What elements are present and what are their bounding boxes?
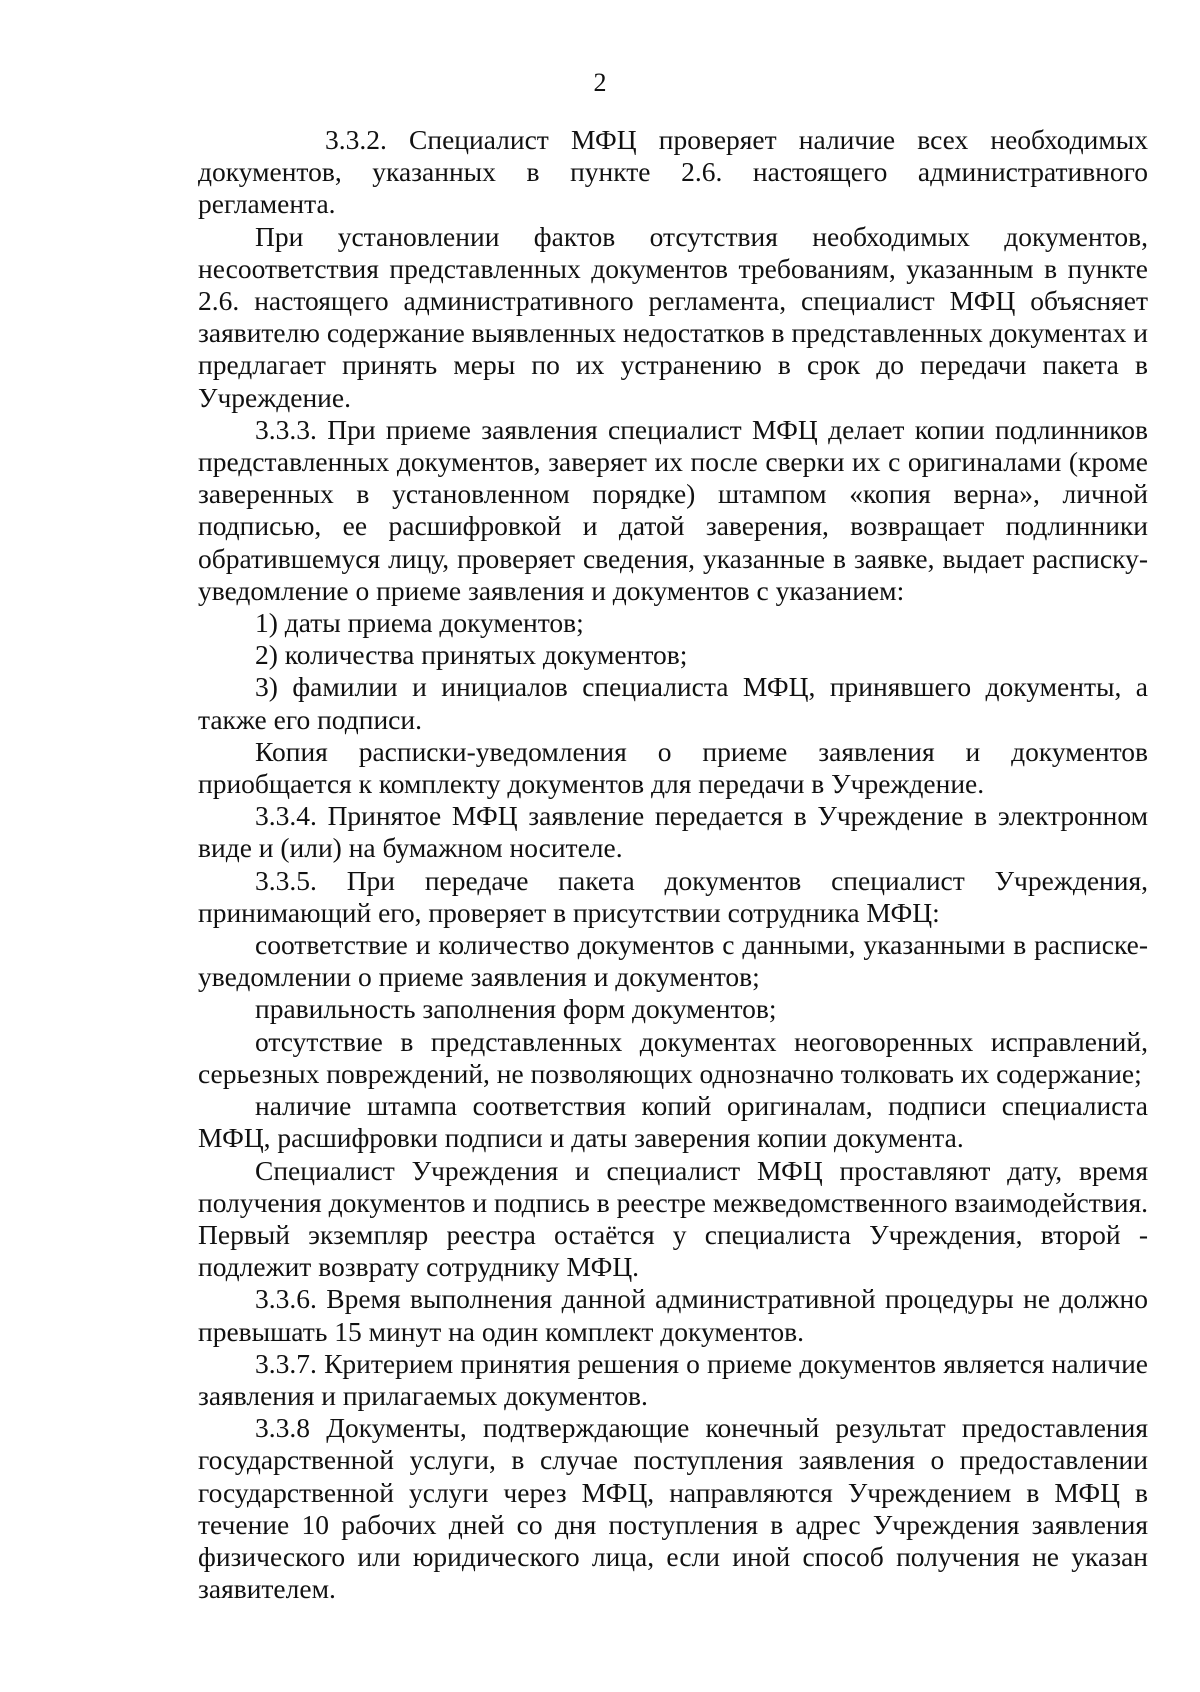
paragraph-3-3-8: 3.3.8 Документы, подтверждающие конечный результат предоставления государственной услуги, в случае поступления заявления о предоставлении государственной услуги через МФЦ, направляются Учреждением в МФЦ в течение 10 рабочих дней со дня поступления в адрес Учреждения заявления физического или юридического лица, если иной способ получения не указан заявителем. (198, 1412, 1148, 1605)
check-item-stamp: наличие штампа соответствия копий оригиналам, подписи специалиста МФЦ, расшифровки подписи и даты заверения копии документа. (198, 1090, 1148, 1154)
paragraph-3-3-3: 3.3.3. При приеме заявления специалист МФЦ делает копии подлинников представленных документов, заверяет их после сверки их с оригиналами (кроме заверенных в установленном порядке) штампом «копия верна», личной подписью, ее расшифровкой и датой заверения, возвращает подлинники обратившемуся лицу, проверяет сведения, указанные в заявке, выдает расписку-уведомление о приеме заявления и документов с указанием: (198, 413, 1148, 606)
list-item-1: 1) даты приема документов; (255, 607, 584, 639)
paragraph-3-3-7: 3.3.7. Критерием принятия решения о приеме документов является наличие заявления и прилагаемых документов. (198, 1347, 1148, 1411)
check-item-correspondence: соответствие и количество документов с данными, указанными в расписке-уведомлении о приеме заявления и документов; (198, 929, 1148, 993)
paragraph-registry: Специалист Учреждения и специалист МФЦ проставляют дату, время получения документов и подпись в реестре межведомственного взаимодействия. Первый экземпляр реестра остаётся у специалиста Учреждения, второй - подлежит возврату сотруднику МФЦ. (198, 1154, 1148, 1283)
paragraph-receipt-copy: Копия расписки-уведомления о приеме заявления и документов приобщается к комплекту документов для передачи в Учреждение. (198, 735, 1148, 800)
page-number: 2 (593, 68, 607, 97)
paragraph-3-3-4: 3.3.4. Принятое МФЦ заявление передается в Учреждение в электронном виде и (или) на бумажном носителе. (198, 800, 1148, 864)
check-item-corrections: отсутствие в представленных документах неоговоренных исправлений, серьезных повреждений, не позволяющих однозначно толковать их содержание; (198, 1025, 1148, 1089)
paragraph-3-3-2: 3.3.2. Специалист МФЦ проверяет наличие всех необходимых документов, указанных в пункте 2.6. настоящего административного регламента. (198, 124, 1148, 220)
document-body (198, 124, 1148, 1605)
paragraph-3-3-5: 3.3.5. При передаче пакета документов специалист Учреждения, принимающий его, проверяет в присутствии сотрудника МФЦ: (198, 864, 1148, 928)
list-item-2: 2) количества принятых документов; (255, 639, 688, 671)
check-item-forms: правильность заполнения форм документов; (255, 993, 777, 1025)
list-item-3: 3) фамилии и инициалов специалиста МФЦ, принявшего документы, а также его подписи. (198, 671, 1148, 735)
paragraph-missing-documents: При установлении фактов отсутствия необходимых документов, несоответствия представленных документов требованиям, указанным в пункте 2.6. настоящего административного регламента, специалист МФЦ объясняет заявителю содержание выявленных недостатков в представленных документах и предлагает принять меры по их устранению в срок до передачи пакета в Учреждение. (198, 220, 1148, 413)
paragraph-3-3-6: 3.3.6. Время выполнения данной административной процедуры не должно превышать 15 минут на один комплект документов. (198, 1283, 1148, 1347)
